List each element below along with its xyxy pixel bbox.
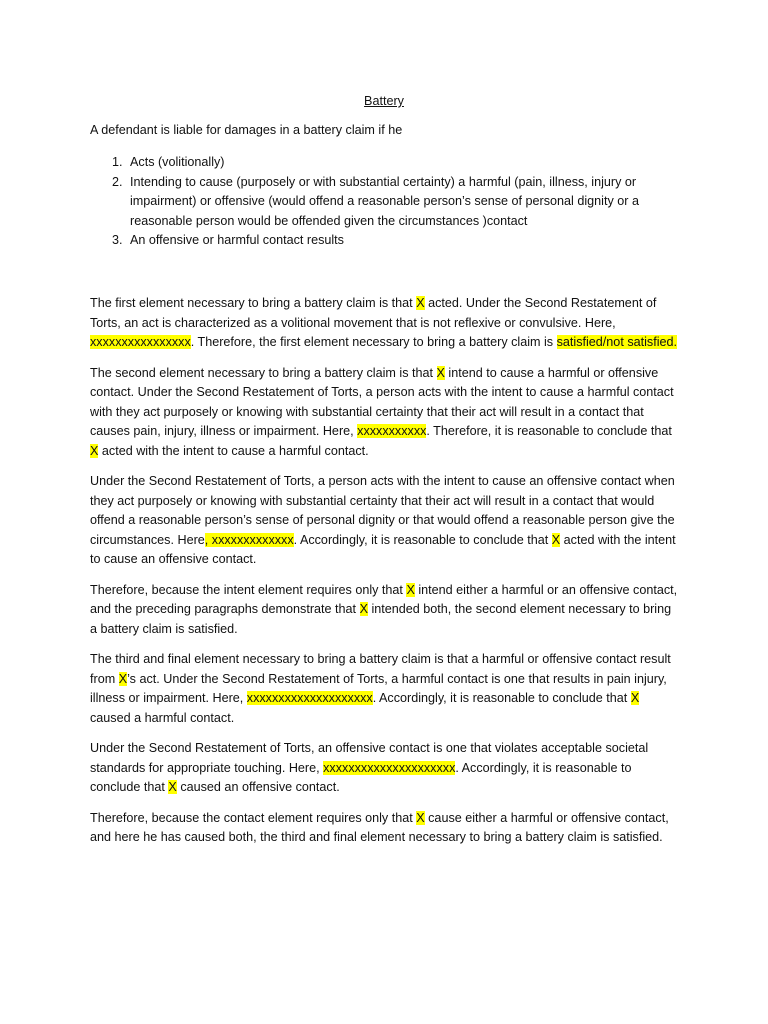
text-run: intend either a harmful or an offensive contact, and the preceding paragraphs demonstrate that bbox=[90, 582, 678, 616]
text-run: Therefore, because the intent element requires only that bbox=[90, 582, 407, 597]
text-run: acted with the intent to cause a harmful contact. bbox=[98, 443, 369, 458]
text-run: . Accordingly, it is reasonable to conclude that bbox=[90, 760, 632, 794]
list-number: 2. bbox=[112, 174, 123, 189]
paragraph-offensive-contact bbox=[90, 739, 680, 798]
text-run: cause either a harmful or offensive contact, and here he has caused both, the third and final element necessary to bring a battery claim is satisfied. bbox=[90, 810, 669, 844]
paragraph-intent-conclusion bbox=[90, 581, 680, 640]
highlighted-placeholder: xxxxxxxxxxxxxxxxxxxxx bbox=[323, 760, 456, 775]
page-title: Battery bbox=[364, 94, 404, 108]
highlighted-placeholder: X bbox=[436, 365, 445, 380]
highlighted-placeholder: xxxxxxxxxxxxxxxx bbox=[90, 335, 191, 349]
text-run: Therefore, because the contact element requires only that bbox=[90, 810, 417, 825]
paragraph-harmful-contact bbox=[90, 650, 680, 728]
text-run: acted. Under the Second Restatement of Torts, an act is characterized as a volitional movement that is not reflexive or convulsive. Here, bbox=[90, 296, 657, 330]
highlighted-placeholder: , xxxxxxxxxxxxx bbox=[204, 532, 294, 547]
text-run: The third and final element necessary to bring a battery claim is that a harmful or offensive contact result from bbox=[90, 652, 671, 686]
list-item bbox=[90, 231, 680, 251]
list-item bbox=[90, 153, 680, 173]
text-run: The second element necessary to bring a battery claim is that bbox=[90, 365, 437, 380]
text-run: Under the Second Restatement of Torts, a person acts with the intent to cause an offensive contact when they act purposely or knowing with substantial certainty that their act will result in a contact that would offend a reasonable person’s sense of personal dignity or that would offend a reasonable person give the circumstances. Here bbox=[90, 474, 675, 547]
paragraph-first-element bbox=[90, 294, 680, 353]
paragraph-contact-conclusion bbox=[90, 809, 680, 848]
text-run: caused a harmful contact. bbox=[90, 710, 235, 725]
text-run: ’s act. Under the Second Restatement of Torts, a harmful contact is one that results in pain injury, illness or impairment. Here, bbox=[90, 671, 667, 705]
intro-text: A defendant is liable for damages in a battery claim if he bbox=[90, 123, 403, 137]
highlighted-placeholder: X bbox=[406, 582, 415, 597]
elements-list bbox=[90, 153, 680, 251]
highlighted-placeholder: X bbox=[118, 671, 128, 686]
highlighted-placeholder: X bbox=[359, 602, 368, 616]
highlighted-placeholder: X bbox=[551, 532, 561, 547]
analysis-section bbox=[90, 294, 680, 859]
list-item-text: An offensive or harmful contact results bbox=[130, 233, 344, 247]
list-item bbox=[90, 173, 680, 232]
text-run: . Accordingly, it is reasonable to conclude that bbox=[293, 532, 552, 547]
list-item-text: Acts (volitionally) bbox=[130, 155, 225, 169]
highlighted-placeholder: X bbox=[168, 780, 177, 794]
highlighted-placeholder: X bbox=[630, 691, 640, 705]
text-run: . Therefore, the first element necessary to bring a battery claim is bbox=[190, 335, 557, 349]
text-run: . Accordingly, it is reasonable to conclude that bbox=[372, 691, 631, 705]
highlighted-placeholder: X bbox=[90, 443, 99, 458]
highlighted-placeholder: satisfied/not satisfied. bbox=[556, 335, 678, 349]
list-number: 1. bbox=[112, 155, 123, 169]
highlighted-placeholder: xxxxxxxxxxxxxxxxxxxx bbox=[246, 691, 373, 705]
text-run: acted with the intent to cause an offensive contact. bbox=[90, 532, 676, 566]
paragraph-harmful-intent bbox=[90, 364, 680, 462]
text-run: intended both, the second element necessary to bring a battery claim is satisfied. bbox=[90, 602, 672, 636]
text-run: caused an offensive contact. bbox=[176, 780, 340, 794]
highlighted-placeholder: X bbox=[416, 810, 425, 825]
text-run: The first element necessary to bring a battery claim is that bbox=[90, 296, 417, 310]
highlighted-placeholder: xxxxxxxxxxx bbox=[357, 424, 427, 438]
list-item-text: Intending to cause (purposely or with substantial certainty) a harmful (pain, illness, injury or impairment) or offensive (would offend a reasonable person’s sense of personal dignity or a reasonable person would be offended given the circumstances )contact bbox=[130, 174, 639, 228]
text-run: Under the Second Restatement of Torts, an offensive contact is one that violates acceptable societal standards for appropriate touching. Here, bbox=[90, 741, 649, 775]
text-run: . Therefore, it is reasonable to conclude that bbox=[426, 424, 672, 438]
list-number: 3. bbox=[112, 233, 123, 247]
text-run: intend to cause a harmful or offensive contact. Under the Second Restatement of Torts, a person acts with the intent to cause a harmful contact with they act purposely or knowing with substantial certainty that their act will result in a contact that causes pain, injury, illness or impairment. Here, bbox=[90, 365, 674, 438]
paragraph-offensive-intent bbox=[90, 472, 680, 570]
highlighted-placeholder: X bbox=[416, 296, 425, 310]
